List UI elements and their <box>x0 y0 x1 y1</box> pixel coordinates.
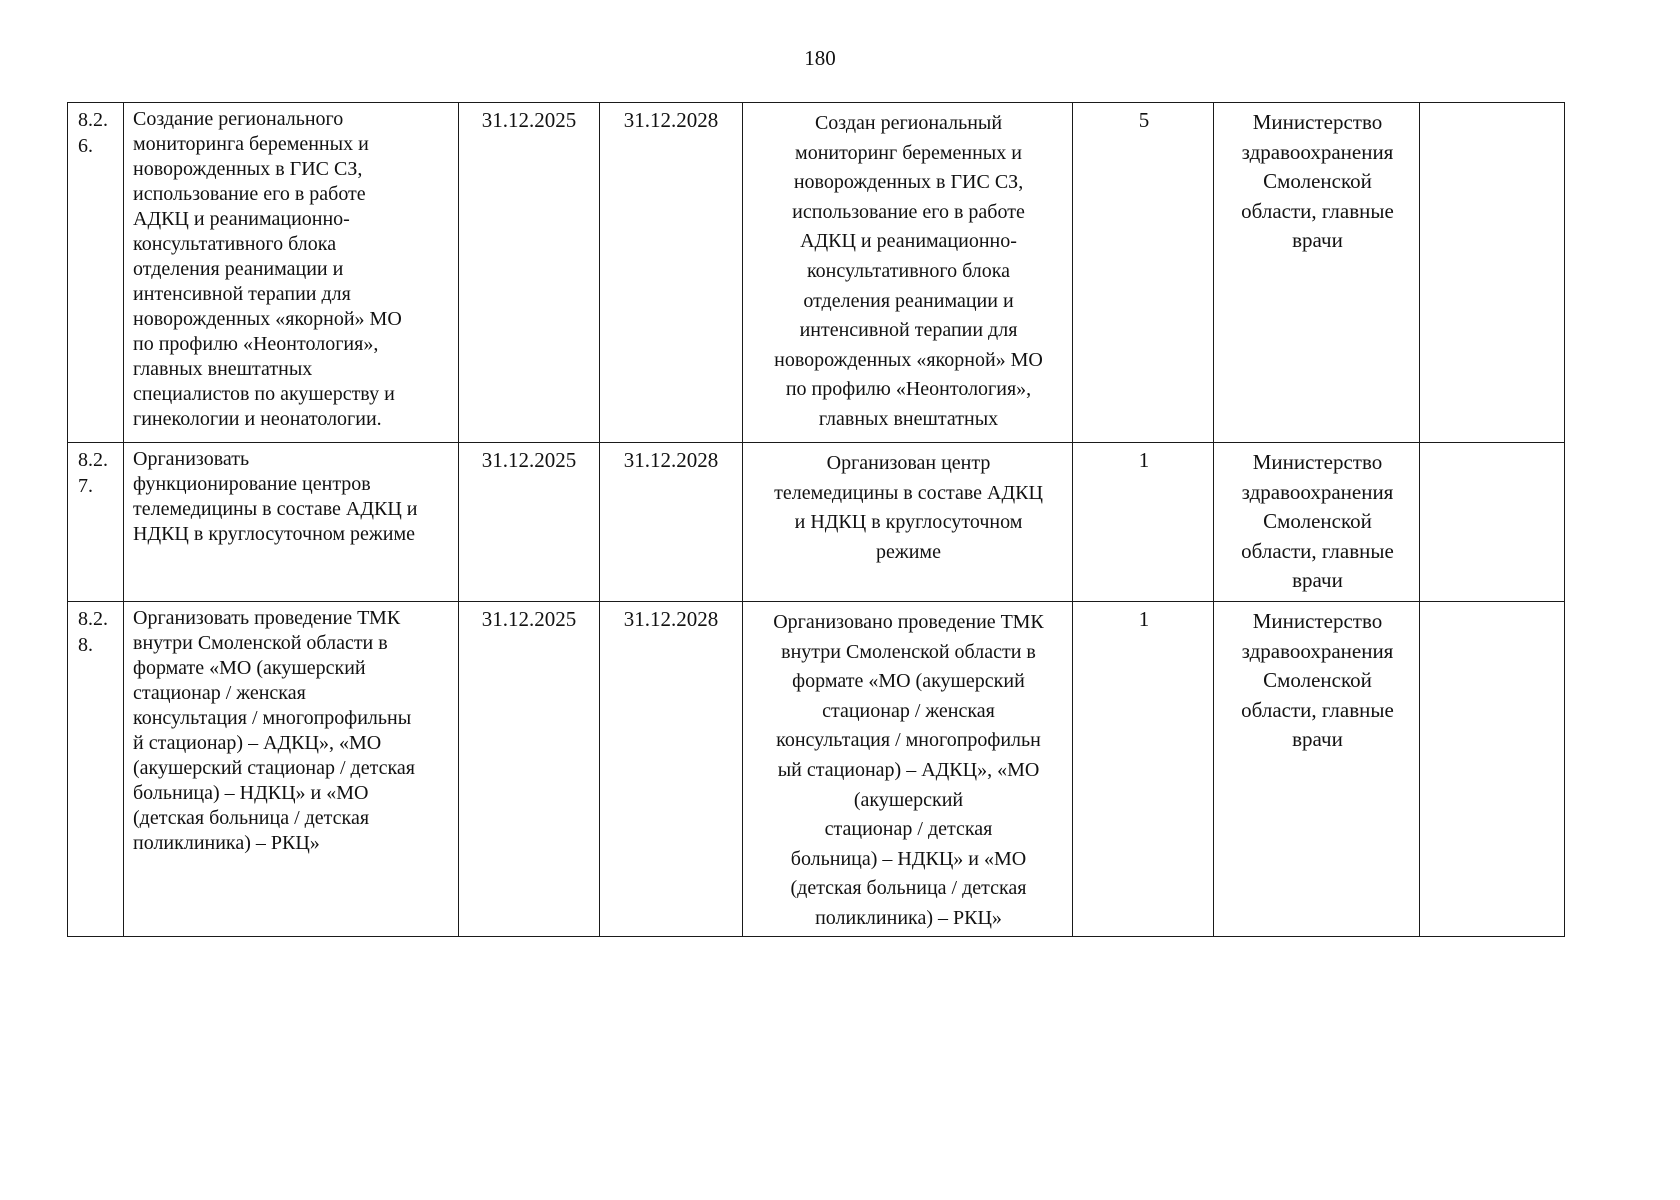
measure-name-line: консультация / многопрофильны <box>133 707 412 729</box>
result-line: использование его в работе <box>792 200 1025 223</box>
result-line: (детская больница / детская <box>790 877 1027 900</box>
measure-name-line: внутри Смоленской области в <box>133 632 388 654</box>
result-line: новорожденных в ГИС СЗ, <box>793 171 1024 194</box>
measure-name-cell <box>124 443 459 602</box>
result-line: мониторинг беременных и <box>795 141 1022 164</box>
result-line: новорожденных «якорной» МО <box>774 348 1043 371</box>
result-line: режиме <box>876 540 941 563</box>
note-cell <box>1420 103 1565 443</box>
result-line: главных внештатных <box>818 407 999 430</box>
measure-name-line: Организовать <box>133 448 250 470</box>
indicator-value-cell: 1 <box>1073 602 1214 937</box>
responsible-line: врачи <box>1292 727 1343 752</box>
responsible-line: врачи <box>1292 568 1343 593</box>
result-line: Организован центр <box>826 452 991 474</box>
item-number-cell <box>68 443 124 602</box>
responsible-line: Смоленской <box>1263 509 1372 534</box>
item-number-cell <box>68 602 124 937</box>
measure-name-line: формате «МО (акушерский <box>133 657 366 679</box>
measure-name-line: Организовать проведение ТМК <box>133 607 401 629</box>
measure-name-line: Создание регионального <box>133 108 344 130</box>
responsible-line: здравоохранения <box>1241 638 1394 663</box>
measure-name-line: телемедицины в составе АДКЦ и <box>133 498 418 520</box>
result-line: по профилю «Неонтология», <box>785 378 1032 401</box>
responsible-line: Министерство <box>1252 450 1383 474</box>
indicator-value-cell: 5 <box>1073 103 1214 443</box>
start-date-cell: 31.12.2025 <box>459 602 600 937</box>
measure-name-line: НДКЦ в круглосуточном режиме <box>133 523 415 545</box>
end-date-cell: 31.12.2028 <box>600 443 743 602</box>
responsible-line: врачи <box>1292 228 1343 253</box>
measure-name-line: АДКЦ и реанимационно- <box>133 208 350 230</box>
note-cell <box>1420 443 1565 602</box>
responsible-line: области, главные <box>1241 697 1394 722</box>
measure-name-line: поликлиника) – РКЦ» <box>133 832 320 854</box>
result-line: и НДКЦ в круглосуточном <box>794 511 1023 534</box>
responsible-line: Министерство <box>1252 609 1383 633</box>
plan-table <box>67 102 1565 937</box>
table-row <box>68 103 1565 443</box>
responsible-line: области, главные <box>1241 538 1394 563</box>
measure-name-line: использование его в работе <box>133 183 366 205</box>
start-date-cell: 31.12.2025 <box>459 443 600 602</box>
result-line: телемедицины в составе АДКЦ <box>774 481 1043 504</box>
result-line: стационар / детская <box>824 818 993 841</box>
result-line: Организовано проведение ТМК <box>773 611 1044 633</box>
responsible-line: здравоохранения <box>1241 479 1394 504</box>
result-line: стационар / женская <box>822 699 995 722</box>
result-line: Создан региональный <box>814 112 1003 134</box>
result-cell <box>743 443 1073 602</box>
item-number-line: 8.2. <box>78 608 108 630</box>
measure-name-line: стационар / женская <box>133 682 306 704</box>
result-line: больница) – НДКЦ» и «МО <box>790 847 1027 870</box>
item-number-line: 7. <box>78 475 93 497</box>
plan-table-body <box>68 103 1565 937</box>
result-line: внутри Смоленской области в <box>781 640 1036 663</box>
measure-name-line: новорожденных «якорной» МО <box>133 308 402 330</box>
responsible-line: Министерство <box>1252 110 1383 134</box>
responsible-line: области, главные <box>1241 198 1394 223</box>
end-date-cell: 31.12.2028 <box>600 602 743 937</box>
result-cell <box>743 602 1073 937</box>
result-line: формате «МО (акушерский <box>792 670 1025 693</box>
start-date-cell: 31.12.2025 <box>459 103 600 443</box>
measure-name-line: новорожденных в ГИС СЗ, <box>133 158 363 180</box>
end-date-cell: 31.12.2028 <box>600 103 743 443</box>
result-line: АДКЦ и реанимационно- <box>800 230 1017 253</box>
measure-name-line: больница) – НДКЦ» и «МО <box>133 782 369 804</box>
measure-name-line: специалистов по акушерству и <box>133 383 395 405</box>
responsible-cell <box>1214 103 1420 443</box>
measure-name-line: консультативного блока <box>133 233 337 255</box>
measure-name-line: (акушерский стационар / детская <box>133 757 415 779</box>
item-number-cell <box>68 103 124 443</box>
result-line: консультативного блока <box>806 259 1011 282</box>
item-number-line: 8.2. <box>78 109 108 131</box>
measure-name-line: й стационар) – АДКЦ», «МО <box>133 732 382 754</box>
measure-name-cell <box>124 103 459 443</box>
measure-name-line: (детская больница / детская <box>133 807 370 829</box>
item-number-line: 8. <box>78 634 93 656</box>
responsible-cell <box>1214 443 1420 602</box>
result-line: интенсивной терапии для <box>799 319 1018 342</box>
note-cell <box>1420 602 1565 937</box>
item-number-line: 6. <box>78 135 93 157</box>
measure-name-line: мониторинга беременных и <box>133 133 369 155</box>
measure-name-line: функционирование центров <box>133 473 371 495</box>
table-row <box>68 602 1565 937</box>
item-number-line: 8.2. <box>78 449 108 471</box>
result-cell <box>743 103 1073 443</box>
measure-name-line: отделения реанимации и <box>133 258 344 280</box>
result-line: ый стационар) – АДКЦ», «МО <box>777 758 1040 781</box>
result-line: отделения реанимации и <box>803 289 1014 312</box>
result-line: (акушерский <box>853 788 964 811</box>
measure-name-cell <box>124 602 459 937</box>
responsible-cell <box>1214 602 1420 937</box>
result-line: поликлиника) – РКЦ» <box>815 906 1002 929</box>
result-line: консультация / многопрофильн <box>776 729 1041 752</box>
page-number: 180 <box>804 46 836 70</box>
measure-name-line: по профилю «Неонтология», <box>133 333 379 355</box>
table-row <box>68 443 1565 602</box>
responsible-line: Смоленской <box>1263 169 1372 194</box>
responsible-line: здравоохранения <box>1241 139 1394 164</box>
responsible-line: Смоленской <box>1263 668 1372 693</box>
indicator-value-cell: 1 <box>1073 443 1214 602</box>
measure-name-line: главных внештатных <box>133 358 313 380</box>
measure-name-line: интенсивной терапии для <box>133 283 351 305</box>
measure-name-line: гинекологии и неонатологии. <box>133 408 382 430</box>
